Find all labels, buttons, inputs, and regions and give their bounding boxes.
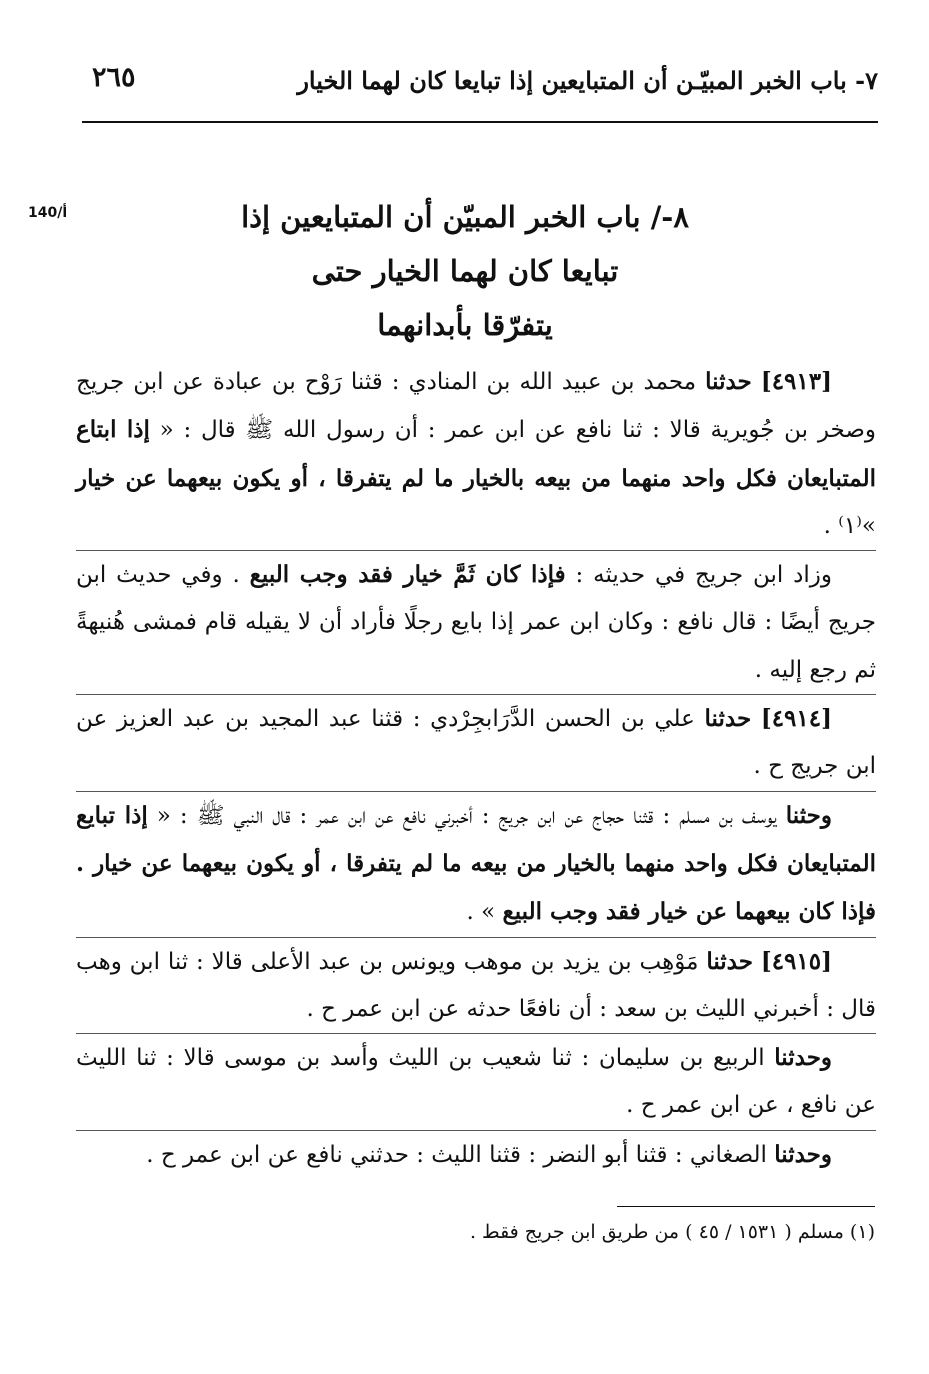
addition-text: . وفي حديث ابن جريج أيضًا : قال نافع : وكان ابن عمر إذا بايع رجلًا فأراد أن لا يقيله قام فمشى هُنيهةً ثم رجع إليه . bbox=[76, 562, 876, 683]
page-number: ٢٦٥ bbox=[92, 62, 136, 93]
addition-matn: فإذا كان ثَمَّ خيار فقد وجب البيع bbox=[249, 561, 566, 589]
chain-paragraph bbox=[76, 1130, 876, 1179]
chapter-title bbox=[200, 190, 730, 352]
narration-lead: حدثنا bbox=[704, 705, 752, 733]
header-rule bbox=[82, 121, 878, 123]
footnote-ref: »⁽١⁾ . bbox=[823, 512, 876, 539]
isnad-text: الصغاني : قثنا أبو النضر : قثنا الليث : حدثني نافع عن ابن عمر ح . bbox=[146, 1141, 767, 1168]
chapter-title-line-3: يتفرّقا بأبدانهما bbox=[377, 308, 553, 342]
hadith-number: [٤٩١٥] bbox=[760, 947, 833, 975]
footnote-rule bbox=[617, 1206, 875, 1207]
hadith-number: [٤٩١٣] bbox=[760, 368, 833, 395]
closing-quote: » . bbox=[466, 899, 496, 926]
chain-paragraph bbox=[76, 1033, 876, 1130]
isnad-text: محمد بن عبيد الله بن المنادي : قثنا رَوْح بن عبادة عن ابن جريج وصخر بن جُويرية قالا : ثنا نافع عن ابن عمر : أن رسول الله ﷺ قال : « bbox=[76, 369, 876, 444]
narration-lead: حدثنا bbox=[706, 947, 753, 975]
addition-intro: وزاد ابن جريج في حديثه : bbox=[575, 562, 833, 589]
chain-paragraph bbox=[76, 791, 876, 937]
footnote: (١) مسلم ( ١٥٣١ / ٤٥ ) من طريق ابن جريج فقط . bbox=[469, 1221, 875, 1243]
margin-manuscript-ref: 140/أ bbox=[28, 205, 68, 221]
body-text bbox=[76, 358, 876, 1179]
hadith-number: [٤٩١٤] bbox=[760, 705, 833, 733]
hadith-matn: إذا ابتاع المتبايعان فكل واحد منهما من بيعه بالخيار ما لم يتفرقا ، أو يكون بيعهما عن خيار bbox=[76, 416, 876, 492]
running-head bbox=[82, 58, 878, 102]
narration-lead: حدثنا bbox=[705, 368, 752, 395]
narration-lead: وحدثنا bbox=[774, 1140, 832, 1168]
addition-paragraph bbox=[76, 550, 876, 694]
hadith-matn: إذا تبايع المتبايعان فكل واحد منهما بالخيار من بيعه ما لم يتفرقا ، أو يكون بيعهما عن خيار . فإذا كان بيعهما عن خيار فقد وجب البيع bbox=[76, 801, 876, 926]
narration-lead: وحثنا bbox=[785, 801, 832, 829]
isnad-text: يوسف بن مسلم : قثنا حجاج عن ابن جريج : أخبرني نافع عن ابن عمر : قال النبي ﷺ : « bbox=[156, 802, 777, 829]
chapter-title-line-1: ٨-/ باب الخبر المبيّن أن المتبايعين إذا bbox=[241, 200, 689, 234]
chapter-title-line-2: تبايعا كان لهما الخيار حتى bbox=[311, 254, 619, 288]
isnad-text: علي بن الحسن الدَّرَابجِرْدي : قثنا عبد المجيد بن عبد العزيز عن ابن جريج ح . bbox=[76, 706, 876, 780]
isnad-text: مَوْهِب بن يزيد بن موهب ويونس بن عبد الأعلى قالا : ثنا ابن وهب قال : أخبرني الليث بن سعد : أن نافعًا حدثه عن ابن عمر ح . bbox=[76, 948, 876, 1022]
running-title: ٧- باب الخبر المبيّـن أن المتبايعين إذا تبايعا كان لهما الخيار bbox=[297, 66, 878, 95]
isnad-text: الربيع بن سليمان : ثنا شعيب بن الليث وأسد بن موسى قالا : ثنا الليث عن نافع ، عن ابن عمر ح . bbox=[76, 1045, 876, 1119]
hadith-4914 bbox=[76, 694, 876, 791]
hadith-4915 bbox=[76, 937, 876, 1034]
narration-lead: وحدثنا bbox=[774, 1044, 833, 1072]
hadith-4913 bbox=[76, 358, 876, 550]
